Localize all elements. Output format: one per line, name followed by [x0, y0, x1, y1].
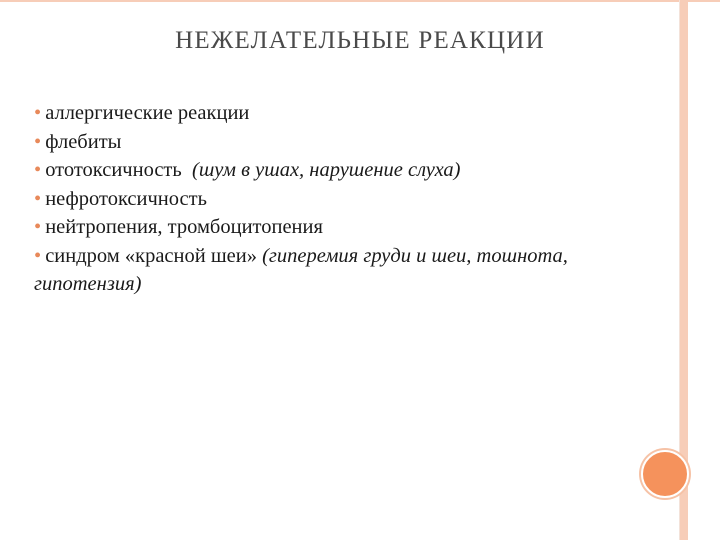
list-item [34, 242, 674, 299]
bullet-icon: • [34, 102, 42, 124]
list-item [34, 213, 674, 242]
bullet-icon: • [34, 244, 42, 267]
list-item [34, 156, 674, 185]
decorative-circle-icon [641, 450, 689, 498]
bullet-icon: • [34, 216, 42, 238]
bullet-icon: • [34, 187, 42, 210]
list-item [34, 99, 674, 128]
bullet-icon: • [34, 159, 42, 181]
bullet-icon: • [34, 130, 42, 153]
item-note: (шум в ушах, нарушение слуха) [192, 159, 461, 181]
item-text: нейтропения, тромбоцитопения [45, 216, 323, 238]
item-text: нефротоксичность [45, 187, 207, 210]
item-note: (гиперемия груди и шеи, тошнота, гипотензия) [34, 244, 568, 295]
list-item [34, 128, 674, 157]
top-border [0, 0, 720, 2]
item-text: ототоксичность [45, 159, 192, 181]
slide-title: НЕЖЕЛАТЕЛЬНЫЕ РЕАКЦИИ [175, 27, 545, 54]
item-text: аллергические реакции [45, 102, 250, 124]
item-text: флебиты [45, 130, 122, 153]
bullet-list [34, 99, 674, 299]
item-text: синдром «красной шеи» [45, 244, 263, 267]
list-item [34, 185, 674, 214]
